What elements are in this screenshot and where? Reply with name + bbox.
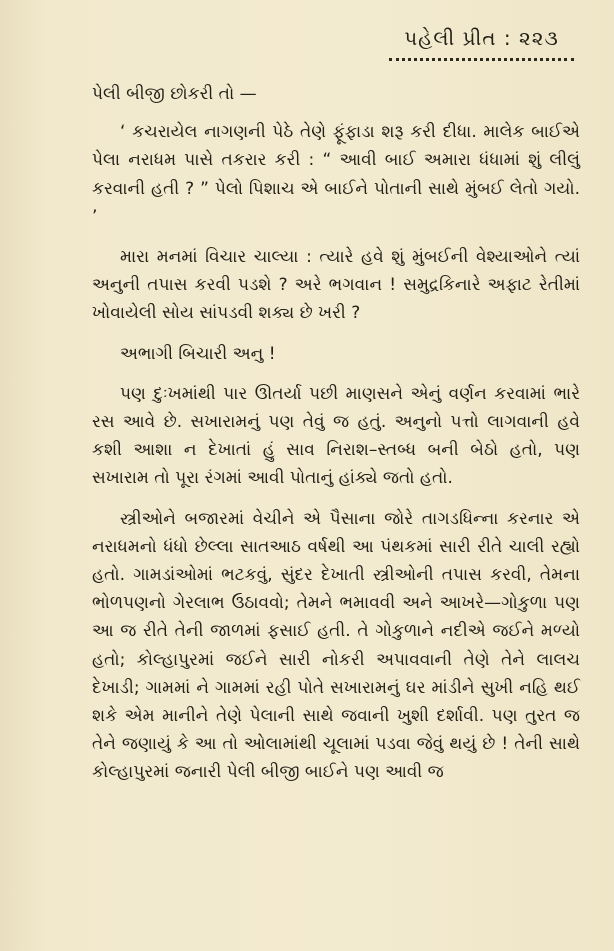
running-head: પહેલી પ્રીત : ૨૨૩ xyxy=(404,26,559,50)
dotted-rule xyxy=(389,58,574,61)
paragraph: પણ દુઃખમાંથી પાર ઊતર્યા પછી માણસને એનું વર્ણન કરવામાં ભારે રસ આવે છે. સખારામનું પણ તેવું જ હતું. અનુનો પત્તો લાગવાની હવે કશી આશા ન દેખાતાં હું સાવ નિરાશ–સ્તબ્ધ બની બેઠો હતો, પણ સખારામ તો પૂરા રંગમાં આવી પોતાનું હાંક્યે જતો હતો. xyxy=(92,383,580,489)
paragraph: મારા મનમાં વિચાર ચાલ્યા : ત્યારે હવે શું મુંબઈની વેશ્યાઓને ત્યાં અનુની તપાસ કરવી પડશે ? અરે ભગવાન ! સમુદ્રકિનારે અફાટ રેતીમાં ખોવાયેલી સોય સાંપડવી શક્ય છે ખરી ? xyxy=(92,247,580,324)
paragraph: અભાગી બિચારી અનુ ! xyxy=(120,343,276,364)
paragraph: સ્ત્રીઓને બજારમાં વેચીને એ પૈસાના જોરે તાગડધિન્ના કરનાર એ નરાધમનો ધંધો છેલ્લા સાતઆઠ વર્ષથી આ પંથકમાં સારી રીતે ચાલી રહ્યો હતો. ગામડાંઓમાં ભટકવું, સુંદર દેખાતી સ્ત્રીઓની તપાસ કરવી, તેમના ભોળપણનો ગેરલાભ ઉઠાવવો; તેમને ભમાવવી અને આખરે—ગોકુળા પણ આ જ રીતે તેની જાળમાં ફસાઈ હતી. તે ગોકુળાને નદીએ જઈને મળ્યો હતો; કોલ્હાપુરમાં જઈને સારી નોકરી અપાવવાની તેણે તેને લાલચ દેખાડી; ગામમાં ને ગામમાં રહી પોતે સખારામનું ઘર માંડીને સુખી નહિ થઈ શકે એમ માનીને તેણે પેલાની સાથે જવાની ખુશી દર્શાવી. પણ તુરત જ તેને જણાયું કે આ તો ઓલામાંથી ચૂલામાં પડવા જેવું થયું છે ! તેની સાથે કોલ્હાપુરમાં જનારી પેલી બીજી બાઈને પણ આવી જ xyxy=(92,508,580,783)
body-text xyxy=(92,80,580,799)
paragraph: પેલી બીજી છોકરી તો — xyxy=(92,84,257,104)
paragraph: ‘ કચરાયેલ નાગણની પેઠે તેણે ફૂંફાડા શરૂ કરી દીધા. માલેક બાઈએ પેલા નરાધમ પાસે તકરાર કરી : “ આવી બાઈ અમારા ધંધામાં શું લીલું કરવાની હતી ? ” પેલો પિશાચ એ બાઈને પોતાની સાથે મુંબઈ લેતો ગયો. ’ xyxy=(92,122,580,227)
page-header xyxy=(389,26,574,61)
